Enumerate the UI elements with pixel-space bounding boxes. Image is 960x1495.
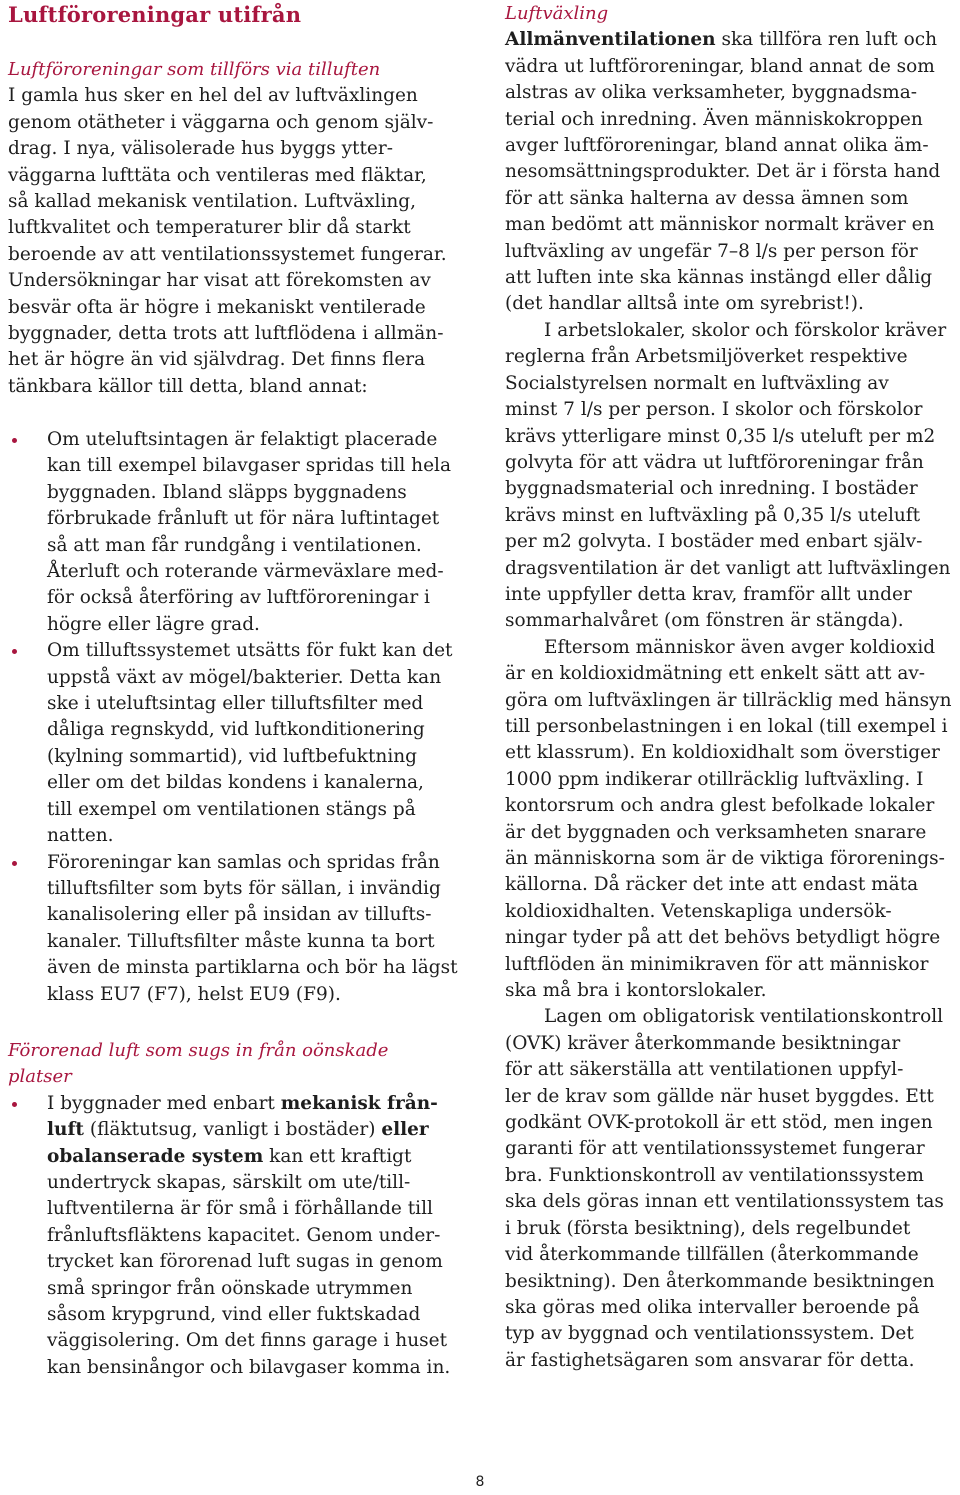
text-line: 1000 ppm indikerar otillräcklig luftväxling. I: [505, 768, 924, 790]
text-line: dåliga regnskydd, vid luftkonditionering: [47, 719, 425, 741]
text-line: vädra ut luftföroreningar, bland annat de som: [505, 55, 935, 77]
text-line: är det byggnaden och verksamheten snarare: [505, 821, 927, 843]
bold-text: Allmänventilationen: [505, 29, 716, 51]
text-line: kan bensinångor och bilavgaser komma in.: [47, 1356, 451, 1378]
bold-text: eller: [381, 1119, 429, 1141]
text-line: inte uppfyller detta krav, framför allt under: [505, 583, 912, 605]
text-line: godkänt OVK-protokoll är ett stöd, men ingen: [505, 1112, 933, 1134]
section-heading-supply-air: Luftföroreningar som tillförs via tilluften: [8, 59, 381, 80]
text-line: även de minsta partiklarna och bör ha lägst: [47, 957, 458, 979]
list-item: [8, 850, 466, 1008]
text-line: man bedömt att människor normalt kräver en: [505, 214, 935, 236]
text-line: natten.: [47, 825, 114, 847]
text: I byggnader med enbart: [47, 1092, 281, 1114]
text-line: ett klassrum). En koldioxidhalt som överstiger: [505, 742, 940, 764]
text: ska tillföra ren luft och: [715, 29, 937, 51]
paragraph-co2: [505, 635, 960, 1005]
text-line: till personbelastningen i en lokal (till exempel i: [505, 715, 948, 737]
text-line: att luften inte ska kännas instängd eller dålig: [505, 267, 933, 289]
bullet-dot-icon: [12, 438, 17, 443]
text-line: golvyta för att vädra ut luftföroreningar från: [505, 451, 924, 473]
text-line: tänkbara källor till detta, bland annat:: [8, 375, 368, 397]
text-line: kanaler. Tilluftsfilter måste kunna ta bort: [47, 930, 435, 952]
text-line: än människorna som är de viktiga förorenings-: [505, 848, 945, 869]
text-line: i bruk (första besiktning), dels regelbundet: [505, 1217, 911, 1239]
text-line: bra. Funktionskontroll av ventilationssystem: [505, 1164, 924, 1186]
text-line: luftflöden än minimikraven för att människor: [505, 953, 929, 975]
heading-line: platser: [8, 1066, 72, 1088]
text-line: förbrukade frånluft ut för nära luftintaget: [47, 508, 440, 530]
text-line: eller om det bildas kondens i kanalerna,: [47, 772, 424, 794]
text-line: nesomsättningsprodukter. Det är i första hand: [505, 161, 941, 183]
text-line: byggnadsmaterial och inredning. I bostäder: [505, 478, 918, 500]
text-line: per m2 golvyta. I bostäder med enbart själv-: [505, 531, 923, 553]
text-line: är en koldioxidmätning ett enkelt sätt att av-: [505, 663, 926, 685]
text-line: till exempel om ventilationen stängs på: [47, 798, 416, 820]
text-line: högre eller lägre grad.: [47, 613, 260, 635]
text-line: kan till exempel bilavgaser spridas till hela: [47, 455, 451, 477]
section-heading-polluted-air: [8, 1038, 466, 1091]
paragraph-general-ventilation: [505, 27, 960, 317]
page-title: Luftföroreningar utifrån: [8, 2, 302, 27]
paragraph-workplaces: [505, 318, 960, 635]
text-line: klass EU7 (F7), helst EU9 (F9).: [47, 983, 341, 1005]
text-line: luftventilerna är för små i förhållande till: [47, 1198, 433, 1220]
text-line: Om tilluftssystemet utsätts för fukt kan det: [47, 640, 453, 662]
text-line: ler de krav som gällde när huset byggdes. Ett: [505, 1085, 934, 1107]
bold-text: obalanserade system: [47, 1145, 264, 1167]
list-item: [8, 638, 466, 849]
text-line: Återluft och roterande värmeväxlare med-: [47, 561, 444, 583]
text-line: krävs minst en luftväxling på 0,35 l/s uteluft: [505, 504, 921, 526]
text-line: väggisolering. Om det finns garage i huset: [47, 1330, 448, 1352]
text-line: Lagen om obligatorisk ventilationskontroll: [544, 1006, 944, 1028]
bold-text: luft: [47, 1119, 84, 1141]
text-line: kontorsrum och andra glest befolkade lokaler: [505, 795, 935, 817]
text-line: beroende av att ventilationssystemet fungerar.: [8, 243, 447, 265]
text-line: så kallad mekanisk ventilation. Luftväxling,: [8, 191, 417, 213]
text-line: ska göras med olika intervaller beroende på: [505, 1296, 920, 1318]
text-line: för att säkerställa att ventilationen uppfyl-: [505, 1059, 904, 1081]
list-item: [8, 427, 466, 638]
text-line: krävs ytterligare minst 0,35 l/s uteluft per m2: [505, 425, 936, 447]
text-line: så att man får rundgång i ventilationen.: [47, 534, 422, 556]
bullet-dot-icon: [12, 1102, 17, 1107]
text-line: drag. I nya, välisolerade hus byggs ytter-: [8, 138, 393, 160]
text-line: (OVK) kräver återkommande besiktningar: [505, 1032, 901, 1054]
text-line: (kylning sommartid), vid luftbefuktning: [47, 745, 418, 767]
text: (fläktutsug, vanligt i bostäder): [83, 1119, 382, 1141]
page-number: 8: [475, 1474, 485, 1490]
text-line: väggarna lufttäta och ventileras med fläktar,: [8, 164, 427, 186]
text: kan ett kraftigt: [263, 1145, 412, 1167]
text-line: typ av byggnad och ventilationssystem. Det: [505, 1323, 914, 1345]
text-line: koldioxidhalten. Vetenskapliga undersök-: [505, 900, 892, 922]
text-line: för att sänka halterna av dessa ämnen som: [505, 187, 909, 209]
text-line: I gamla hus sker en hel del av luftväxlingen: [8, 85, 418, 107]
text-line: alstras av olika verksamheter, byggnadsma-: [505, 82, 917, 104]
text-line: vid återkommande tillfällen (återkommande: [505, 1244, 919, 1266]
text-line: ningar tyder på att det behövs betydligt högre: [505, 927, 941, 949]
text-line: kanalisolering eller på insidan av tillufts-: [47, 904, 432, 926]
section-heading-air-exchange: Luftväxling: [505, 3, 609, 24]
text-line: sommarhalvåret (om fönstren är stängda).: [505, 610, 904, 632]
heading-line: Förorenad luft som sugs in från oönskade: [8, 1040, 389, 1061]
text-line: byggnader, detta trots att luftflödena i allmän-: [8, 323, 444, 345]
text-line: byggnaden. Ibland släpps byggnadens: [47, 481, 407, 503]
text-line: frånluftsfläktens kapacitet. Genom under-: [47, 1224, 441, 1246]
text-line: minst 7 l/s per person. I skolor och förskolor: [505, 399, 923, 421]
text-line: Om uteluftsintagen är felaktigt placerade: [47, 429, 438, 450]
text-line: Eftersom människor även avger koldioxid: [544, 636, 936, 658]
text-line: små springor från oönskade utrymmen: [47, 1277, 413, 1299]
text-line: besvär ofta är högre i mekaniskt ventilerade: [8, 296, 426, 318]
text-line: Undersökningar har visat att förekomsten av: [8, 270, 431, 292]
text-line: ske i uteluftsintag eller tilluftsfilter med: [47, 693, 424, 715]
bullet-dot-icon: [12, 861, 17, 866]
text-line: tilluftsfilter som byts för sällan, i invändig: [47, 877, 441, 899]
bullet-list-sources: [8, 427, 466, 1008]
text-line: genom otätheter i väggarna och genom själv-: [8, 111, 434, 133]
text-line: trycket kan förorenad luft sugas in genom: [47, 1251, 443, 1273]
bold-text: mekanisk från-: [280, 1092, 438, 1114]
paragraph-ovk: [505, 1004, 960, 1374]
text-line: källorna. Då räcker det inte att endast mäta: [505, 874, 919, 896]
text-line: såsom krypgrund, vind eller fuktskadad: [47, 1304, 421, 1326]
paragraph-intro: [8, 83, 466, 400]
text-line: för också återföring av luftföroreningar i: [47, 587, 430, 609]
text-line: I arbetslokaler, skolor och förskolor kräver: [544, 319, 947, 341]
text-line: reglerna från Arbetsmiljöverket respektive: [505, 346, 908, 368]
text-line: Föroreningar kan samlas och spridas från: [47, 851, 440, 873]
text-line: göra om luftväxlingen är tillräcklig med hänsyn: [505, 689, 952, 711]
text-line: besiktning). Den återkommande besiktningen: [505, 1270, 935, 1292]
text-line: luftväxling av ungefär 7–8 l/s per person för: [505, 240, 918, 262]
text-line: terial och inredning. Även människokroppen: [505, 108, 923, 130]
text-line: dragsventilation är det vanligt att luftväxlingen: [505, 557, 951, 579]
bullet-list-exhaust: [8, 1091, 466, 1381]
text-line: Socialstyrelsen normalt en luftväxling av: [505, 372, 889, 394]
text-line: ska må bra i kontorslokaler.: [505, 980, 767, 1002]
text-line: uppstå växt av mögel/bakterier. Detta kan: [47, 666, 442, 688]
text-line: är fastighetsägaren som ansvarar för detta.: [505, 1349, 915, 1371]
text-line: undertryck skapas, särskilt om ute/till-: [47, 1172, 411, 1194]
text-line: garanti för att ventilationssystemet fungerar: [505, 1138, 925, 1160]
list-item: [8, 1091, 466, 1381]
text-line: luftkvalitet och temperaturer blir då starkt: [8, 217, 411, 239]
text-line: (det handlar alltså inte om syrebrist!).: [505, 293, 864, 315]
text-line: avger luftföroreningar, bland annat olika äm-: [505, 135, 929, 157]
text-line: ska dels göras innan ett ventilationssystem tas: [505, 1191, 944, 1213]
bullet-dot-icon: [12, 649, 17, 654]
text-line: het är högre än vid självdrag. Det finns flera: [8, 349, 426, 371]
